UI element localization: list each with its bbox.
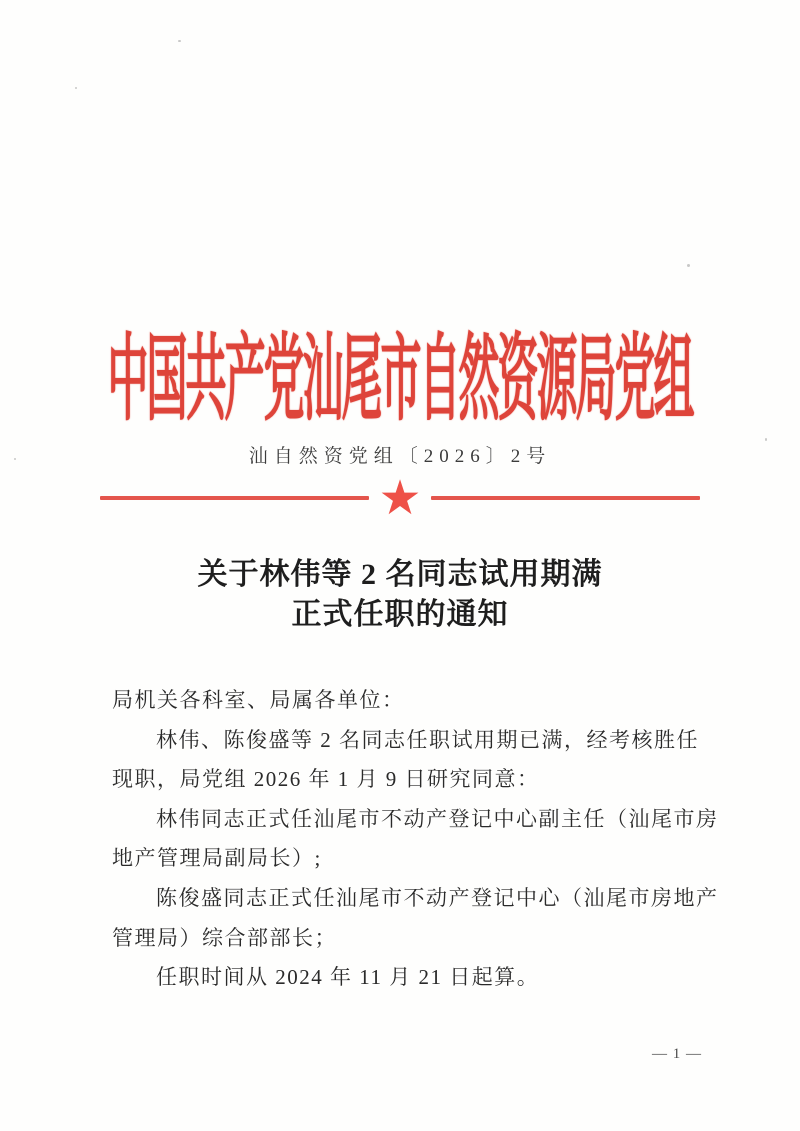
issuing-org-title: 中国共产党汕尾市自然资源局党组: [107, 326, 693, 432]
page-number: — 1 —: [652, 1046, 702, 1062]
document-number: 汕自然资党组〔2026〕2号: [248, 446, 552, 467]
body-line: 任职时间从 2024 年 11 月 21 日起算。: [156, 965, 540, 990]
body-line: 地产管理局副局长）;: [112, 846, 322, 871]
scan-speck: [75, 87, 77, 89]
body-line: 林伟、陈俊盛等 2 名同志任职试用期已满，经考核胜任: [156, 727, 699, 752]
body-line: 管理局）综合部部长；: [112, 925, 337, 950]
body-line: 现职，局党组 2026 年 1 月 9 日研究同意：: [112, 767, 540, 792]
salutation-line: 局机关各科室、局属各单位：: [112, 688, 405, 712]
divider-line-left: [100, 496, 369, 500]
scan-speck: [178, 40, 181, 42]
body-line: 陈俊盛同志正式任汕尾市不动产登记中心（汕尾市房地产: [156, 885, 719, 910]
divider-line-right: [431, 496, 700, 500]
notice-title-line1: 关于林伟等 2 名同志试用期满: [197, 558, 603, 591]
notice-title-line2: 正式任职的通知: [291, 598, 509, 631]
scan-speck: [687, 264, 690, 267]
notice-title: [0, 555, 800, 635]
body-line: 林伟同志正式任汕尾市不动产登记中心副主任（汕尾市房: [156, 806, 719, 831]
notice-body: [112, 681, 719, 998]
red-divider: ★: [100, 478, 700, 518]
